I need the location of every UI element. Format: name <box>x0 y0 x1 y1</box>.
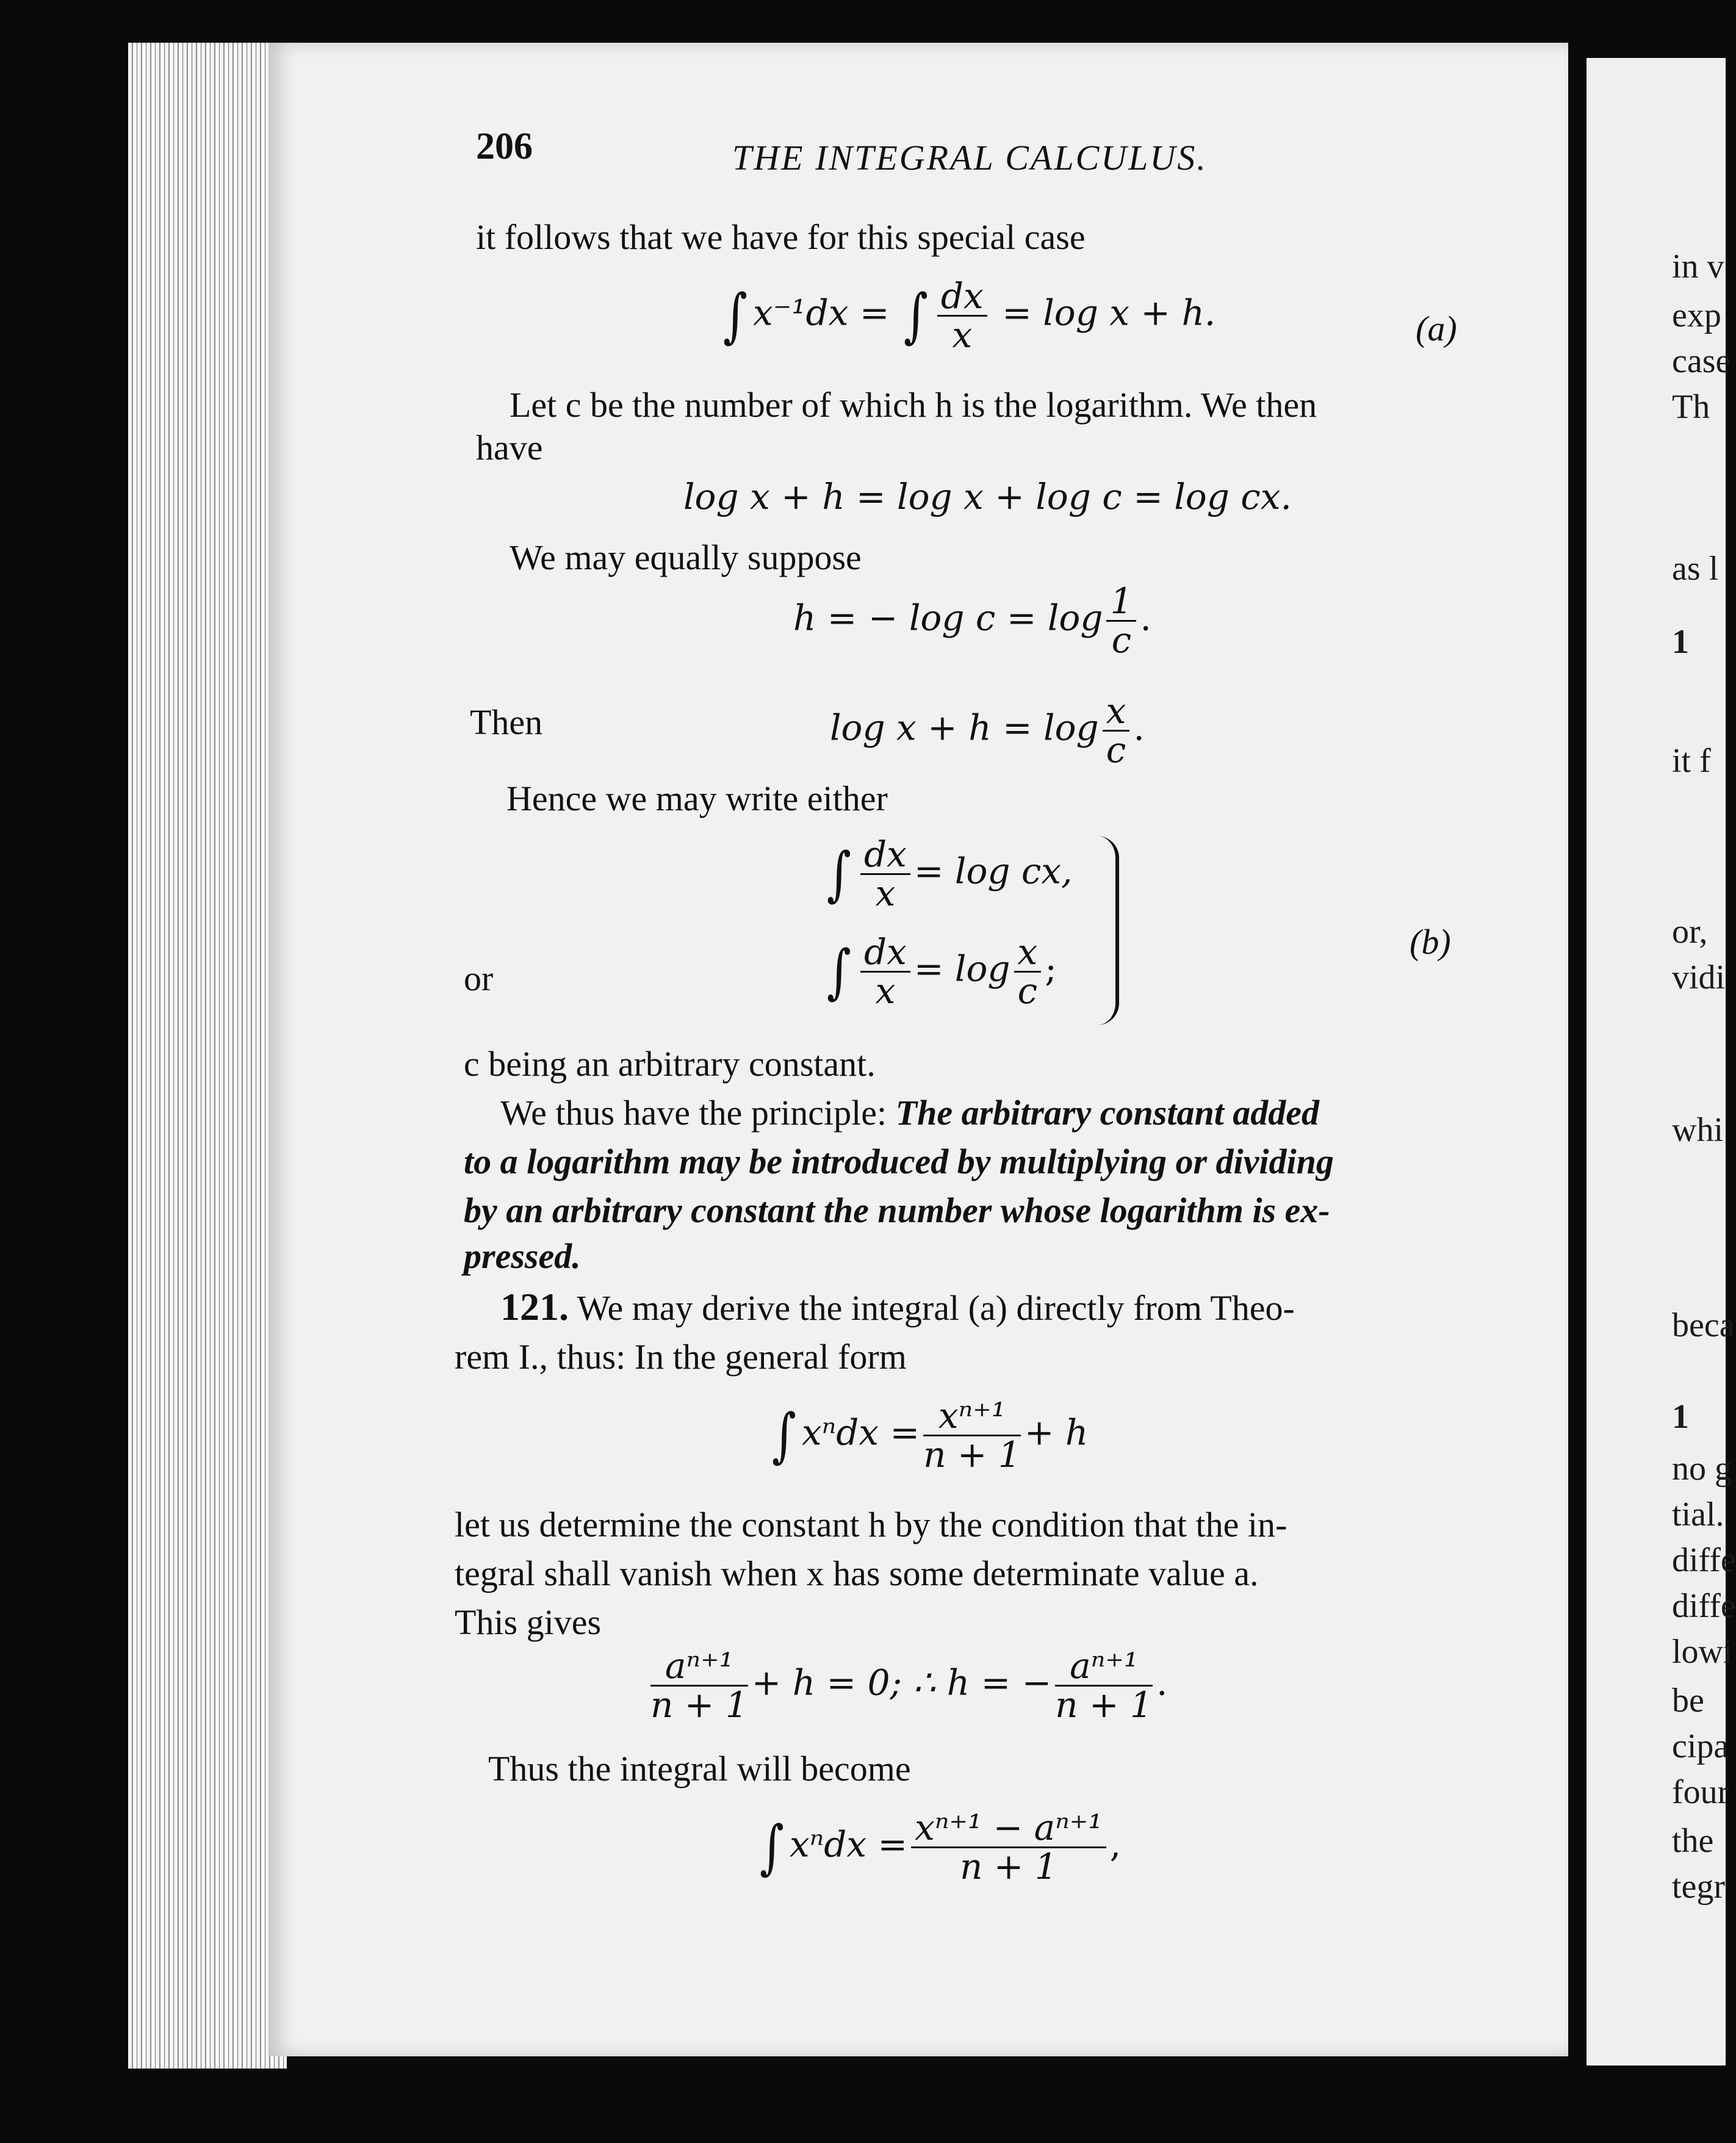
facing-fragment: vidi <box>1672 959 1726 996</box>
para-7-line-2: rem I., thus: In the general form <box>455 1337 907 1377</box>
equation-tag-a: (a) <box>1416 309 1457 348</box>
facing-fragment: or, <box>1672 913 1708 951</box>
page-edges <box>128 43 287 2069</box>
para-3: We may equally suppose <box>510 538 862 577</box>
facing-fragment: four <box>1672 1773 1729 1811</box>
facing-fragment: tegr <box>1672 1868 1726 1906</box>
page-number: 206 <box>476 126 533 167</box>
para-8-line-3: This gives <box>455 1602 602 1642</box>
equation-a: ∫ x⁻¹dx = ∫ $\frac{dx}{x}$ = log x + h. <box>723 275 1216 356</box>
facing-fragment: lowi <box>1672 1633 1733 1671</box>
facing-fragment: whi <box>1672 1111 1723 1149</box>
facing-fragment: cipa <box>1672 1727 1729 1765</box>
para-1: it follows that we have for this special case <box>476 217 1086 257</box>
equation-b1: ∫ $\frac{dx}{x}$ = log cx, <box>827 834 1073 914</box>
facing-fragment: no g <box>1672 1450 1732 1488</box>
equation-general: ∫ xⁿdx = $\frac{\text{xⁿ⁺¹}}{n + 1}$ + h <box>772 1395 1089 1475</box>
facing-fragment: 1 <box>1672 623 1689 661</box>
facing-fragment: it f <box>1672 742 1711 780</box>
para-2-line-2: have <box>476 428 543 467</box>
or-label: or <box>464 959 494 998</box>
facing-fragment: case <box>1672 342 1731 380</box>
facing-fragment: diffe <box>1672 1541 1736 1579</box>
para-9: Thus the integral will become <box>488 1749 911 1788</box>
equation-final: ∫ xⁿdx = $\frac{\text{xⁿ⁺¹ − aⁿ⁺¹}}{n + 1}$ , <box>760 1807 1122 1887</box>
para-7-line-1: 121. We may derive the integral (a) directly from Theo- <box>500 1285 1295 1328</box>
equation-h: h = − log c = log $\frac{1}{c}$ . <box>793 580 1151 661</box>
para-6-line-4: pressed. <box>464 1236 581 1276</box>
para-6-line-3: by an arbitrary constant the number whose logarithm is ex- <box>464 1190 1330 1230</box>
equation-log: log x + h = log x + log c = log cx. <box>683 476 1292 517</box>
facing-fragment: exp <box>1672 297 1721 334</box>
facing-fragment: tial. <box>1672 1496 1724 1533</box>
para-6-line-1: We thus have the principle: The arbitrary constant added <box>500 1093 1320 1133</box>
para-8-line-2: tegral shall vanish when x has some determinate value a. <box>455 1554 1259 1593</box>
equation-b2: ∫ $\frac{dx}{x}$ = log $\frac{x}{c}$ ; <box>827 931 1057 1012</box>
para-4: Hence we may write either <box>506 779 888 818</box>
equation-gives: $\frac{\text{aⁿ⁺¹}}{n + 1}$ + h = 0; ∴ h = − $\frac{\text{aⁿ⁺¹}}{n + 1}$ . <box>650 1645 1168 1726</box>
para-6-line-2: to a logarithm may be introduced by multiplying or dividing <box>464 1142 1334 1181</box>
facing-fragment: the <box>1672 1822 1714 1860</box>
para-2-line-1: Let c be the number of which h is the logarithm. We then <box>510 385 1317 425</box>
facing-fragment: as l <box>1672 550 1719 588</box>
equation-tag-b: (b) <box>1410 922 1451 962</box>
right-brace <box>1097 836 1119 1025</box>
para-8-line-1: let us determine the constant h by the condition that the in- <box>455 1505 1288 1544</box>
para-5: c being an arbitrary constant. <box>464 1044 876 1084</box>
facing-fragment: beca <box>1672 1306 1735 1344</box>
facing-fragment: diffe <box>1672 1587 1736 1625</box>
then-label: Then <box>470 702 543 742</box>
equation-then: log x + h = log $\frac{x}{c}$ . <box>830 690 1145 771</box>
facing-fragment: be <box>1672 1682 1704 1720</box>
facing-fragment: Th <box>1672 388 1710 426</box>
facing-fragment: in v <box>1672 248 1724 286</box>
facing-fragment: 1 <box>1672 1398 1689 1436</box>
running-title: THE INTEGRAL CALCULUS. <box>732 138 1208 178</box>
